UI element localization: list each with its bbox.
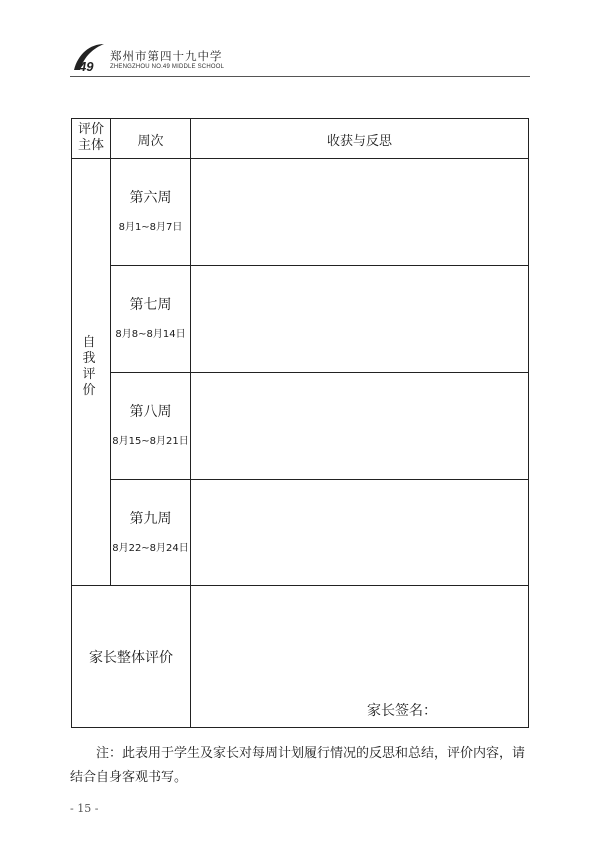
parent-eval-cell[interactable]: [190, 585, 529, 728]
week-dates: 8月8~8月14日: [115, 329, 186, 340]
parent-eval-label-cell: [71, 585, 191, 728]
reflection-cell[interactable]: [190, 372, 529, 480]
page-number: - 15 -: [70, 802, 99, 815]
week-dates: 8月15~8月21日: [112, 436, 189, 447]
week-dates: 8月22~8月24日: [112, 543, 189, 554]
header-cell-reflection: [190, 118, 529, 159]
header-divider: [70, 76, 530, 77]
logo-text: 49: [79, 59, 94, 74]
reflection-cell[interactable]: [190, 265, 529, 373]
week-cell: [110, 479, 191, 586]
week-name: 第七周: [129, 297, 172, 313]
week-cell: [110, 158, 191, 266]
self-eval-label: 自我评价: [82, 335, 96, 398]
header-cell-subject: [71, 118, 111, 159]
reflection-cell[interactable]: [190, 479, 529, 586]
week-cell: [110, 372, 191, 480]
week-name: 第九周: [129, 511, 172, 527]
week-name: 第八周: [129, 404, 172, 420]
school-name-cn: 郑州市第四十九中学: [110, 49, 223, 63]
header-cell-week: [110, 118, 191, 159]
week-dates: 8月1~8月7日: [118, 222, 183, 233]
self-eval-cell: [71, 158, 111, 586]
week-cell: [110, 265, 191, 373]
school-logo: [70, 40, 106, 76]
parent-eval-label: 家长整体评价: [89, 650, 173, 666]
week-name: 第六周: [129, 190, 172, 206]
footnote: 注：此表用于学生及家长对每周计划履行情况的反思和总结，评价内容，请结合自身客观书写。: [70, 746, 526, 785]
reflection-cell[interactable]: [190, 158, 529, 266]
col-header-week: 周次: [137, 134, 164, 149]
parent-signature-label: 家长签名：: [367, 703, 437, 719]
reflection-table: [71, 118, 529, 728]
col-header-reflection: 收获与反思: [326, 134, 392, 149]
col-header-subject: 评价主体: [77, 122, 104, 153]
school-name-en: ZHENGZHOU NO.49 MIDDLE SCHOOL: [110, 64, 225, 70]
